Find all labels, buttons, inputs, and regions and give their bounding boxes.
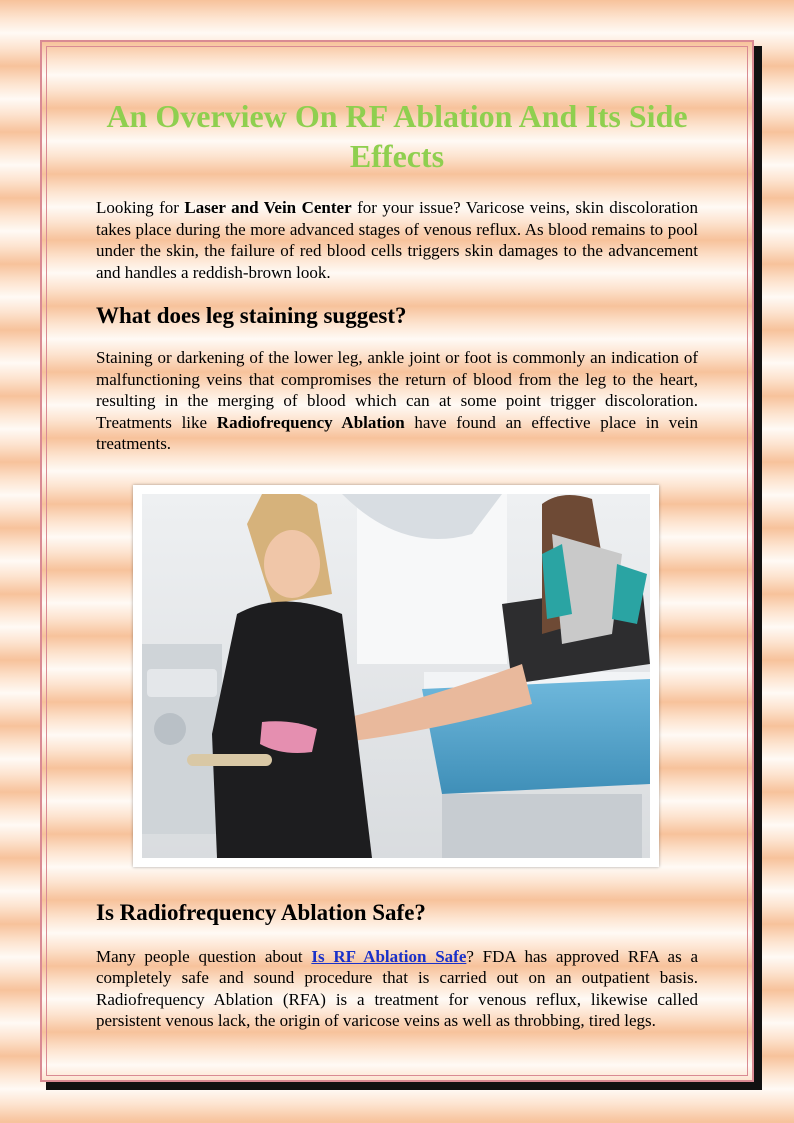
section2-paragraph xyxy=(96,946,698,1032)
document-title: An Overview On RF Ablation And Its Side Effects xyxy=(106,98,688,174)
intro-text-end: for your issue? Varicose veins, skin discoloration takes place during the more advanced stages of venous reflux. As blood remains to pool under the skin, the failure of red blood cells triggers skin damages to the advancement and handles a reddish-brown look. xyxy=(96,198,698,282)
section2-text-start: Many people question about xyxy=(96,946,312,966)
section1-text-start: Staining or darkening of the lower leg, ankle joint or foot is commonly an indication of malfunctioning veins that compromises the return of blood from the leg to the heart, resulting in the merging of blood which can at some point trigger discoloration. Treatments like xyxy=(96,348,698,432)
intro-paragraph xyxy=(96,197,698,283)
document-body xyxy=(96,96,698,1032)
section1-paragraph xyxy=(96,347,698,455)
section1-bold-term: Radiofrequency Ablation xyxy=(216,412,405,432)
section2-text-end: ? FDA has approved RFA as a completely safe and sound procedure that is carried out on an outpatient basis. Radiofrequency Ablation (RFA) is a treatment for venous reflux, likewise called persistent venous lack, the origin of varicose veins as well as throbbing, tired legs. xyxy=(96,946,698,1030)
photo-frame xyxy=(133,485,659,867)
intro-text-start: Looking for xyxy=(96,198,185,217)
vein-treatment-photo xyxy=(142,494,650,858)
section2-heading: Is Radiofrequency Ablation Safe? xyxy=(96,899,426,925)
section1-heading: What does leg staining suggest? xyxy=(96,303,407,328)
section1-text-end: have found an effective place in vein treatments. xyxy=(96,412,698,453)
rf-ablation-safe-link[interactable]: Is RF Ablation Safe xyxy=(311,946,467,966)
intro-bold-term: Laser and Vein Center xyxy=(184,198,352,217)
